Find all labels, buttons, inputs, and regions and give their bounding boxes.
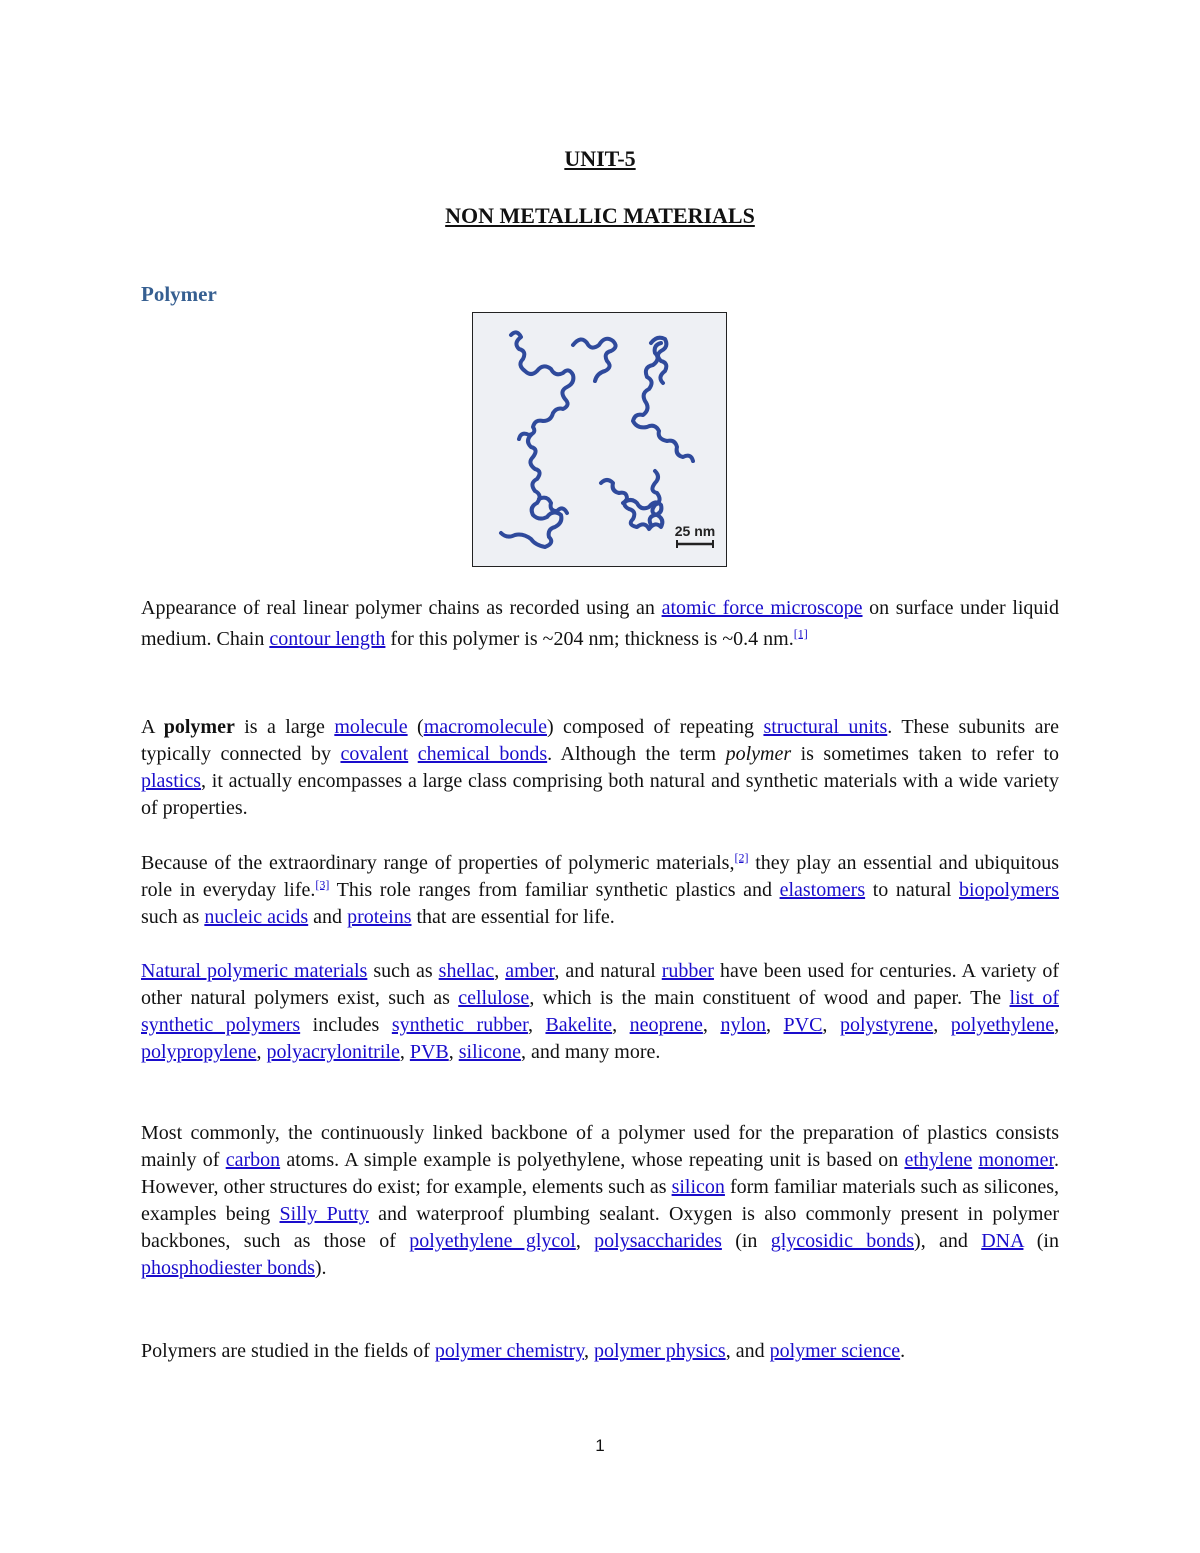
link-contour-length[interactable]: contour length — [269, 628, 386, 650]
link-polyacrylonitrile[interactable]: polyacrylonitrile — [266, 1041, 400, 1063]
link-synthetic-rubber[interactable]: synthetic rubber — [391, 1014, 528, 1036]
link-molecule[interactable]: molecule — [334, 716, 408, 738]
link-cellulose[interactable]: cellulose — [458, 987, 530, 1009]
link-amber[interactable]: amber — [505, 960, 555, 982]
link-polymer-physics[interactable]: polymer physics — [594, 1340, 726, 1362]
link-natural-polymeric-materials[interactable]: Natural polymeric materials — [141, 960, 368, 982]
link-carbon[interactable]: carbon — [225, 1149, 281, 1171]
paragraph-backbone: Most commonly, the continuously linked backbone of a polymer used for the preparation of plastics consists mainly of carbon atoms. A simple example is polyethylene, whose repeating unit is based on ethylene monomer. However, other structures do exist; for example, elements such as silicon form familiar materials such as silicones, examples being Silly Putty and waterproof plumbing sealant. Oxygen is also commonly present in polymer backbones, such as those of polyethylene glycol, polysaccharides (in glycosidic bonds), and DNA (in phosphodiester bonds). — [141, 1122, 1060, 1279]
link-proteins[interactable]: proteins — [347, 906, 412, 928]
link-macromolecule[interactable]: macromolecule — [423, 716, 547, 738]
link-silly-putty[interactable]: Silly Putty — [279, 1203, 369, 1225]
polymer-chains-image — [473, 313, 725, 565]
link-list-of-synthetic-polymers[interactable]: list of synthetic polymers — [141, 987, 1059, 1036]
link-polyethylene[interactable]: polyethylene — [950, 1014, 1055, 1036]
link-shellac[interactable]: shellac — [438, 960, 495, 982]
link-nucleic-acids[interactable]: nucleic acids — [204, 906, 309, 928]
reference-1[interactable]: [1] — [793, 626, 808, 641]
polymer-afm-image — [472, 312, 727, 567]
link-elastomers[interactable]: elastomers — [779, 879, 866, 901]
link-covalent[interactable]: covalent — [340, 743, 409, 765]
link-biopolymers[interactable]: biopolymers — [959, 879, 1059, 901]
reference-3[interactable]: [3] — [315, 877, 330, 892]
subject-title: NON METALLIC MATERIALS — [445, 203, 755, 228]
unit-title: UNIT-5 — [564, 146, 636, 171]
link-polysaccharides[interactable]: polysaccharides — [594, 1230, 722, 1252]
paragraph-natural-synthetic: Natural polymeric materials such as shellac, amber, and natural rubber have been used for centuries. A variety of other natural polymers exist, such as cellulose, which is the main constituent of wood and paper. The list of synthetic polymers includes synthetic rubber, Bakelite, neoprene, nylon, PVC, polystyrene, polyethylene, polypropylene, polyacrylonitrile, PVB, silicone, and many more. — [141, 960, 1060, 1063]
link-bakelite[interactable]: Bakelite — [545, 1014, 613, 1036]
link-dna[interactable]: DNA — [981, 1230, 1024, 1252]
link-chemical-bonds[interactable]: chemical bonds — [417, 743, 548, 765]
link-ethylene[interactable]: ethylene — [904, 1149, 973, 1171]
link-nylon[interactable]: nylon — [720, 1014, 766, 1036]
link-pvb[interactable]: PVB — [409, 1041, 449, 1063]
reference-2[interactable]: [2] — [734, 850, 749, 865]
link-glycosidic-bonds[interactable]: glycosidic bonds — [770, 1230, 915, 1252]
link-polyethylene-glycol[interactable]: polyethylene glycol — [409, 1230, 576, 1252]
link-polystyrene[interactable]: polystyrene — [839, 1014, 934, 1036]
page-number: 1 — [595, 1436, 605, 1455]
link-silicone[interactable]: silicone — [458, 1041, 521, 1063]
link-plastics[interactable]: plastics — [141, 770, 201, 792]
section-heading-polymer: Polymer — [141, 282, 217, 306]
link-polymer-science[interactable]: polymer science — [769, 1340, 901, 1362]
link-atomic-force-microscope[interactable]: atomic force microscope — [661, 597, 863, 619]
paragraph-fields: Polymers are studied in the fields of polymer chemistry, polymer physics, and polymer science. — [141, 1340, 906, 1362]
link-polymer-chemistry[interactable]: polymer chemistry — [434, 1340, 585, 1362]
link-polypropylene[interactable]: polypropylene — [141, 1041, 257, 1063]
link-rubber[interactable]: rubber — [661, 960, 714, 982]
link-phosphodiester-bonds[interactable]: phosphodiester bonds — [141, 1257, 315, 1279]
link-neoprene[interactable]: neoprene — [629, 1014, 703, 1036]
link-pvc[interactable]: PVC — [783, 1014, 823, 1036]
paragraph-definition: A polymer is a large molecule (macromolecule) composed of repeating structural units. These subunits are typically connected by covalent chemical bonds. Although the term polymer is sometimes taken to refer to plastics, it actually encompasses a large class comprising both natural and synthetic materials with a wide variety of properties. — [141, 716, 1060, 819]
link-structural-units[interactable]: structural units — [763, 716, 888, 738]
scale-label: 25 nm — [674, 523, 716, 539]
link-silicon[interactable]: silicon — [671, 1176, 725, 1198]
paragraph-properties: Because of the extraordinary range of properties of polymeric materials,[2] they play an essential and ubiquitous role in everyday life.[3] This role ranges from familiar synthetic plastics and elastomers to natural biopolymers such as nucleic acids and proteins that are essential for life. — [141, 850, 1059, 928]
figure-caption: Appearance of real linear polymer chains as recorded using an atomic force microscope on surface under liquid medium. Chain contour length for this polymer is ~204 nm; thickness is ~0.4 nm.[1] — [141, 597, 1059, 650]
link-monomer[interactable]: monomer — [978, 1149, 1054, 1171]
